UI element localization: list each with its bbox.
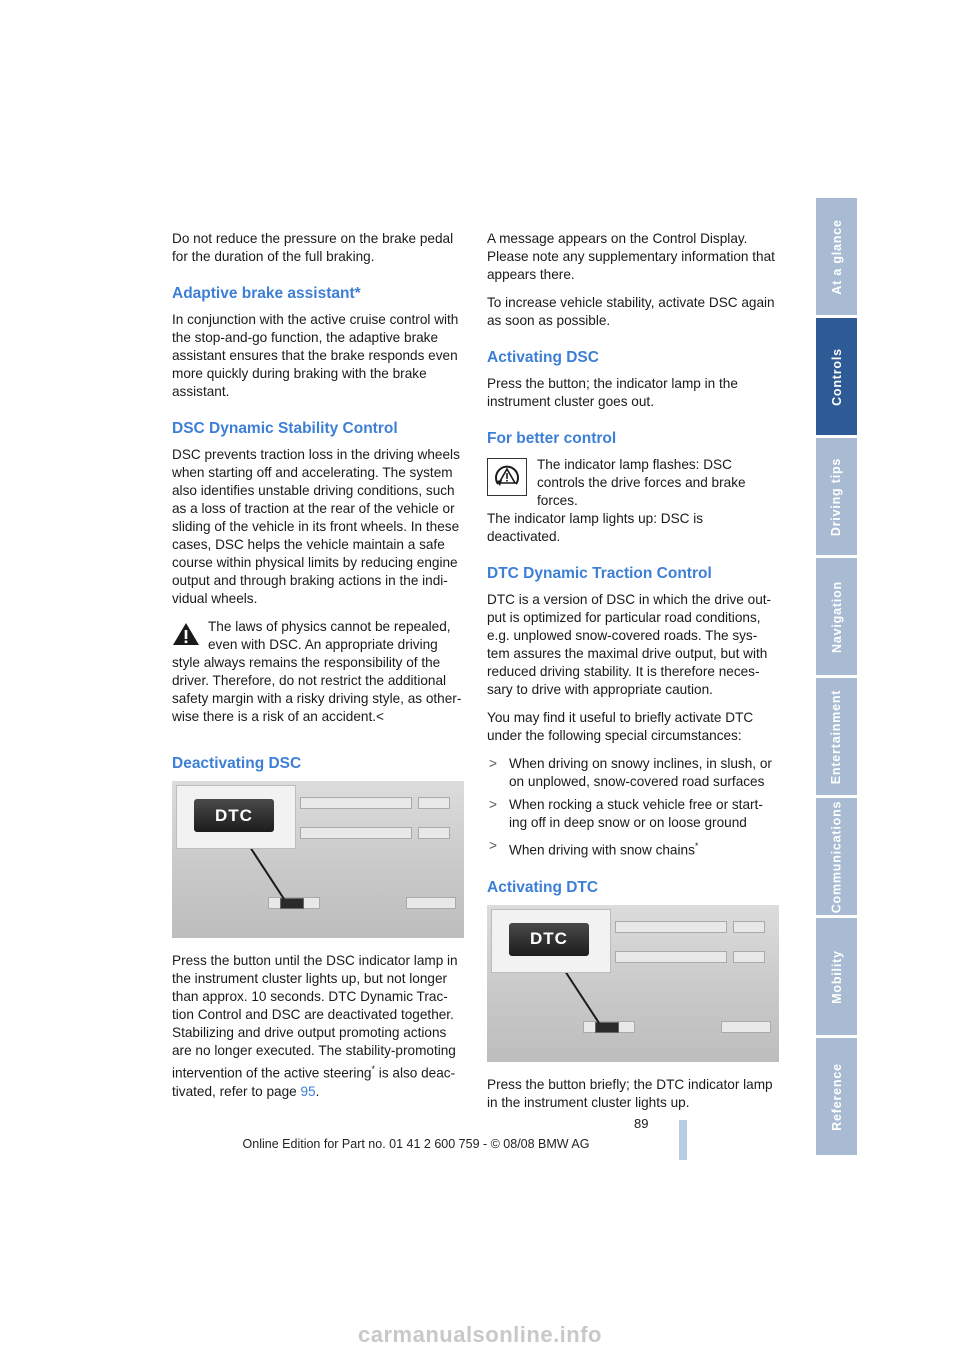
paragraph: You may find it useful to briefly activate DTC under the following special circumstances: [487, 710, 754, 743]
paragraph: DTC is a version of DSC in which the drive out-put is optimized for particular road conditions, e.g. unplowed snow-covered roads. The sys-tem assures the maximal drive output, but with reduced driving stability. It is therefore neces-sary to drive with appropriate caution. [487, 592, 772, 697]
bullet-marker: > [489, 838, 497, 853]
chapter-tabs [816, 198, 857, 1160]
bullet-marker: > [489, 797, 497, 812]
heading-deactivating-dsc: Deactivating DSC [172, 755, 302, 772]
text: Press the button until the DSC indicator lamp in the instrument cluster lights up, but not longer than approx. 10 seconds. DTC Dynamic Trac-tion Control and DSC are deactivated together. Stabilizing and drive output promoting actions are no longer executed. The stability-promoting intervention of the active steering [172, 953, 458, 1081]
heading-dtc: DTC Dynamic Traction Control [487, 565, 712, 582]
warning-body: The laws of physics cannot be repealed, even with DSC. An appropriate driving style always remains the responsibility of the driver. Therefore, do not restrict the additional safety margin with a risky driving style, as other-wise there is a risk of an accident. [172, 619, 462, 724]
tab-entertainment[interactable] [816, 678, 857, 795]
tab-label: At a glance [829, 218, 844, 295]
text: is also deac-tivated, refer to page [172, 1065, 456, 1099]
warning-triangle-icon [172, 622, 200, 646]
list-item-text: When driving on snowy inclines, in slush, or on unplowed, snow-covered road surfaces [509, 756, 772, 789]
heading-activating-dsc: Activating DSC [487, 349, 599, 366]
dsc-indicator-icon [487, 458, 527, 496]
right-column [487, 230, 779, 1122]
list-item [487, 796, 779, 832]
dtc-button: DTC [509, 923, 589, 956]
tab-label: Communications [829, 800, 844, 913]
tab-label: Driving tips [829, 457, 844, 536]
paragraph: Press the button; the indicator lamp in the instrument cluster goes out. [487, 376, 738, 409]
heading-better-control: For better control [487, 430, 617, 447]
dtc-button: DTC [194, 799, 274, 832]
paragraph [172, 952, 464, 1101]
end-marker: < [376, 709, 384, 724]
list-item-text: When rocking a stuck vehicle free or start-ing off in deep snow or on loose ground [509, 797, 763, 830]
page-number: 89 [634, 1116, 649, 1131]
bullet-marker: > [489, 756, 497, 771]
tab-label: Mobility [829, 949, 844, 1004]
tab-label: Entertainment [829, 689, 844, 784]
left-column [172, 230, 464, 1111]
text: . [315, 1083, 320, 1099]
dtc-button-figure [487, 905, 779, 1062]
footer-text: Online Edition for Part no. 01 41 2 600 759 - © 08/08 BMW AG [242, 1137, 590, 1151]
paragraph: In conjunction with the active cruise control with the stop-and-go function, the adaptive brake assistant ensures that the brake responds even more quickly during braking with the brake assistant. [172, 312, 459, 399]
heading-dsc: DSC Dynamic Stability Control [172, 420, 398, 437]
heading-adaptive-brake-assistant: Adaptive brake assistant* [172, 285, 361, 302]
footer [0, 1137, 960, 1151]
dtc-button-figure [172, 781, 464, 938]
paragraph: A message appears on the Control Display. Please note any supplementary information that appears there. [487, 231, 775, 282]
paragraph: The indicator lamp flashes: DSC controls the drive forces and brake forces. [537, 457, 746, 508]
tab-driving-tips[interactable] [816, 438, 857, 555]
paragraph: DSC prevents traction loss in the driving wheels when starting off and accelerating. The system also identifies unstable driving conditions, such as a loss of traction at the rear of the vehicle or sliding of the vehicle in its front wheels. In these cases, DSC helps the vehicle maintain a safe course within physical limits by reducing engine output and through braking actions in the indi-vidual wheels. [172, 447, 460, 606]
tab-communications[interactable] [816, 798, 857, 915]
tab-at-a-glance[interactable] [816, 198, 857, 315]
asterisk: * [694, 841, 699, 851]
paragraph: To increase vehicle stability, activate DSC again as soon as possible. [487, 295, 775, 328]
tab-mobility[interactable] [816, 918, 857, 1035]
tab-label: Reference [829, 1062, 844, 1131]
tab-label: Controls [829, 347, 844, 406]
dsc-lamp-icon [492, 462, 522, 492]
paragraph: Do not reduce the pressure on the brake pedal for the duration of the full braking. [172, 231, 454, 264]
heading-activating-dtc: Activating DTC [487, 878, 599, 896]
paragraph: The indicator lamp lights up: DSC is deactivated. [487, 511, 704, 544]
watermark: carmanualsonline.info [358, 1322, 602, 1347]
page-link[interactable]: 95 [300, 1083, 316, 1099]
warning-block [172, 618, 464, 736]
list-item [487, 755, 779, 791]
tab-navigation[interactable] [816, 558, 857, 675]
circumstances-list [487, 755, 779, 860]
asterisk: * [371, 1064, 376, 1074]
tab-label: Navigation [829, 580, 844, 653]
warning-text [172, 618, 464, 726]
indicator-note [487, 456, 779, 510]
paragraph: Press the button briefly; the DTC indicator lamp in the instrument cluster lights up. [487, 1076, 773, 1110]
list-item-text: When driving with snow chains [509, 842, 695, 858]
tab-controls[interactable] [816, 318, 857, 435]
list-item [487, 837, 779, 860]
